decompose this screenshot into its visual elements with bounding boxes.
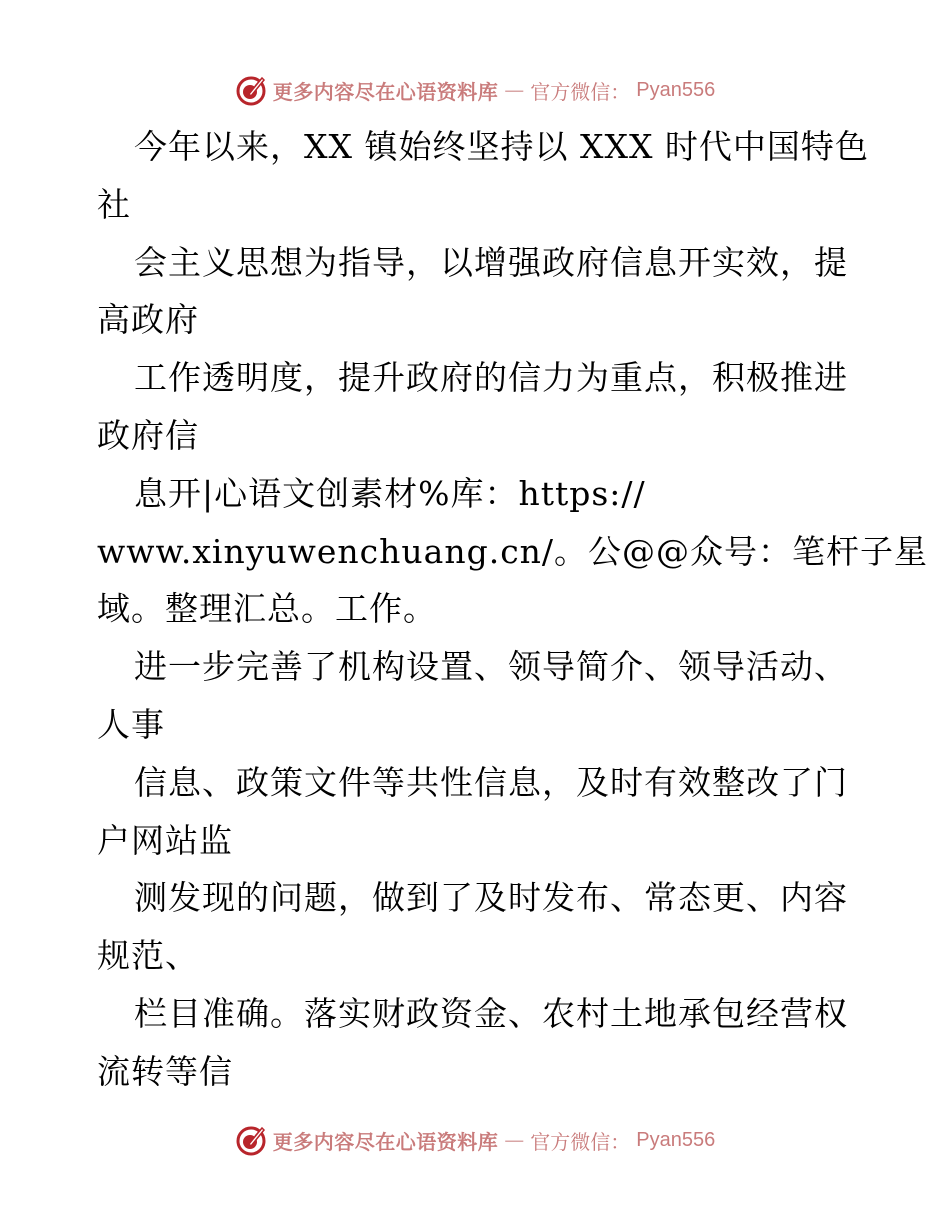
banner-wechat-id: Pyan556 bbox=[636, 1128, 716, 1151]
body-line-2: 社 bbox=[97, 184, 131, 224]
banner-wechat-id: Pyan556 bbox=[636, 78, 716, 101]
body-line-12: 信息、政策文件等共性信息，及时有效整改了门 bbox=[134, 762, 848, 802]
body-line-16: 栏目准确。落实财政资金、农村土地承包经营权 bbox=[134, 993, 848, 1033]
body-line-4: 高政府 bbox=[97, 300, 199, 340]
banner-wechat-label: 官方微信： bbox=[530, 1129, 631, 1154]
body-line-17: 流转等信 bbox=[97, 1051, 233, 1091]
body-line-7: 息开|心语文创素材%库：https:// bbox=[134, 473, 646, 513]
banner-title: 更多内容尽在心语资料库 bbox=[272, 1129, 499, 1154]
body-line-11: 人事 bbox=[97, 704, 165, 744]
banner-wechat-label: 官方微信： bbox=[530, 79, 631, 104]
body-line-3: 会主义思想为指导，以增强政府信息开实效，提 bbox=[134, 242, 848, 282]
banner-title: 更多内容尽在心语资料库 bbox=[272, 79, 499, 104]
body-line-5: 工作透明度，提升政府的信力为重点，积极推进 bbox=[134, 358, 848, 398]
body-line-10: 进一步完善了机构设置、领导简介、领导活动、 bbox=[134, 647, 848, 687]
brush-pen-logo-icon bbox=[235, 1124, 267, 1156]
brush-pen-logo-icon bbox=[235, 74, 267, 106]
banner-dash: — bbox=[504, 78, 525, 102]
body-line-13: 户网站监 bbox=[97, 820, 233, 860]
body-line-9: 域。整理汇总。工作。 bbox=[97, 589, 437, 629]
body-line-1: 今年以来，XX 镇始终坚持以 XXX 时代中国特色 bbox=[134, 127, 869, 166]
body-line-6: 政府信 bbox=[97, 415, 199, 455]
body-line-8: www.xinyuwenchuang.cn/。公@@众号：笔杆子星 bbox=[97, 531, 929, 571]
banner-dash: — bbox=[504, 1128, 525, 1152]
document-body bbox=[97, 118, 929, 1101]
body-line-15: 规范、 bbox=[97, 936, 199, 976]
footer-banner bbox=[0, 1120, 950, 1160]
header-banner bbox=[0, 70, 950, 110]
body-line-14: 测发现的问题，做到了及时发布、常态更、内容 bbox=[134, 878, 848, 918]
